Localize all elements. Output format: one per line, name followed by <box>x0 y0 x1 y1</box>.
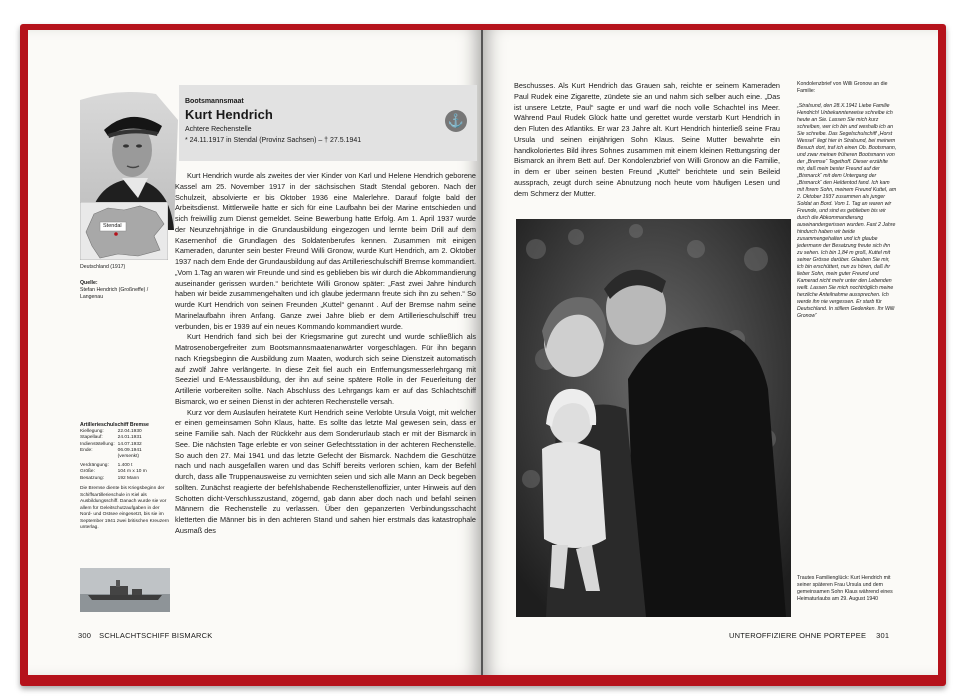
unit-label: Achtere Rechenstelle <box>185 126 252 133</box>
life-dates: * 24.11.1917 in Stendal (Provinz Sachsen) – † 27.5.1941 <box>185 137 362 144</box>
ship-photo <box>80 568 170 612</box>
rank-label: Bootsmannsmaat <box>185 98 244 105</box>
biography-text <box>175 171 476 537</box>
spec-value: 104 m x 10 m <box>117 469 147 475</box>
left-page <box>28 30 481 675</box>
spec-key: Ende: <box>80 447 93 453</box>
right-page <box>483 30 938 675</box>
biography-header <box>179 85 477 161</box>
spec-key: Verdrängung: <box>80 463 109 469</box>
spec-value: 24.01.1931 <box>117 435 142 441</box>
letter-intro: Kondolenzbrief von Willi Gronow an die Familie: <box>797 81 888 94</box>
family-photo <box>516 219 791 617</box>
spec-key: Stapellauf: <box>80 435 103 441</box>
person-name: Kurt Hendrich <box>185 107 273 122</box>
spec-row <box>80 454 150 463</box>
source-text: Stefan Hendrich (Großneffe) / Langenau <box>80 287 149 300</box>
source-block <box>80 280 170 301</box>
continued-text <box>514 81 780 199</box>
ship-specs <box>80 422 172 532</box>
spec-row <box>80 442 150 448</box>
specs-title: Artillerieschulschiff Bremse <box>80 422 149 428</box>
page-number: 301 <box>876 631 890 640</box>
anchor-icon: ⚓ <box>445 110 467 132</box>
germany-map <box>80 202 168 260</box>
paragraph: Beschusses. Als Kurt Hendrich das Grauen sah, reichte er seinem Kameraden Paul Rudek eine Zigarette, zündete sie an und nahm sich selber auch eine. „Das ist unsere Letzte, Paul“ sagte er und warf die noch volle Schachtel ins Meer. Während Paul Rudek Glück hatte und gerettet wurde verstarb Kurt Hendrich in den Fluten des Atlantiks. Er war 23 Jahre alt. Kurt Hendrich hinterließ seine Frau Ursula und seinen einjährigen Sohn Klaus. Seine Mutter bewahrte ein handkoloriertes Bild ihres Sohnes zusammen mit einem kleinen Rettungsring der Bismarck an ihrem Bett auf. Der Kondolenzbrief von Willi Gronow an die Familie, in dem er über seinen besten Freund „Kuttel“ berichtete und sein Beileid aussprach, zeugt durch seine Abnutzung noch heute vom häufigen Lesen und dem Schmerz der Mutter. <box>514 81 780 198</box>
specs-note: Die Bremse diente bis Kriegsbeginn der Schiffsartillerieschule in Kiel als Ausbildungsschiff. Danach wurde sie vor allem für Geleitschutzaufgaben in der Nord- und Ostsee eingesetzt, bis sie im September 1941 zwei britischen Kreuzern unterlag. <box>80 486 170 531</box>
spec-value: 1.400 t <box>117 463 133 469</box>
paragraph: Kurt Hendrich wurde als zweites der vier Kinder von Karl und Helene Hendrich geborene Kassel am 25. November 1917 in der sächsischen Stadt Stendal geboren. Nach der Schulzeit, absolvierte er bis Oktober 1936 eine Malerlehre. Darauf folgte bald der Arbeitsdienst. Mittlerweile hatte er sich für eine Laufbahn bei der Marine entschieden und sich freiwillig zum Dienst gemeldet. Seine Bewerbung hatte Erfolg. Am 1. April 1937 wurde der Neunzehnjährige in die Grundausbildung eingezogen und lernte beim Drill auf dem Kasernenhof die Grundlagen des Soldatenberufes kennen. Zusammen mit einigen Kameraden, darunter sein bester Freund Willi Gronow, wurde Kurt Hendrich, am 2. Oktober 1937 nach dem Ende der Grundausbildung auf das Artillerieschulschiff Bremse kommandiert. „Vom 1.Tag an waren wir Freunde und sind es geblieben bis wir durch die Abkommandierung auseinander gerissen wurden.“ berichtete Willi Gronow später: „Fast zwei Jahre hindurch haben wir beide zusammengehalten und ich glaube jedermann freute sich ihn zu sehen.“ So wurde Kurt Hendrich von seinen Freunden „Kuttel“ genannt . Auf der Bremse nahm seine Marinelaufbahn ihren Anfang. Ganze zwei Jahre blieb er dem Artillerieschulschiff treu verbunden, bis er 1939 auf ein neues Kommando kommandiert wurde. <box>175 171 476 331</box>
condolence-letter: „Stralsund, den 28.X.1941 Liebe Familie Hendrich! Unbekannterweise schreibe ich heute an Sie. Lassen Sie mich kurz schreiben, wer ich bin und weshalb ich an Sie schreibe. Das Segelschulschiff „Horst Wessel“ liegt hier in Stralsund, bei meinem Besuch dort, traf ich einen Ob. Bootsmann, und zwar meinen früheren Bootsmann von der „Bremse“ Tegethoff. Dieser erzählte mir, daß mein bester Freund auf der „Bismarck“ mit dem Untergang der „Bismarck“ den Heldentod fand. Ich kam mit Ihrem Sohn, meinem Freund Kuttel, am 2. Oktober 1937 zusammen als junger Soldat an Bord. Vom 1. Tag an waren wir Freunde, und sind es geblieben bis wir durch die Abkommandierung auseinandergerissen wurden. Fast 2 Jahre hindurch haben wir beide zusammengehalten und ich glaube jedermann der Besatzung freute sich ihn zu sehen. Ich bin 1,84 m groß, Kuttel mit seiner Grösse darüber. Glauben Sie mir, ich bin erschüttert, nun zu hören, daß ihr lieber Sohn, mein guter Freund und Kamerad nicht mehr unter den Lebenden weilt. Lassen Sie mich nochtröglich meine herzliche Anteilnahme aussprechen. Ich werde ihn nie vergessen. Er starb für Deutschland. In stillem Gedenken. Ihr Willi Gronow“ <box>797 103 897 319</box>
spec-key: Indienststellung: <box>80 441 115 447</box>
spec-row <box>80 476 150 482</box>
running-title: SCHLACHTSCHIFF BISMARCK <box>99 631 213 640</box>
photo-caption: Trautes Familienglück: Kurt Hendrich mit seiner späteren Frau Ursula und dem gemeinsamen Sohn Klaus während eines Heimaturlaubs am 29. August 1940 <box>797 575 893 602</box>
spec-value: 192 Mann <box>117 475 140 481</box>
paragraph: Kurt Hendrich fand sich bei der Kriegsmarine gut zurecht und wurde schließlich als Matrosenobergefreiter zum Bootsmannsmaatenanwärter vorgeschlagen. Für ihn begann nach Kriegsbeginn die Ausbildung zum Maaten, wodurch sich seine Dienstzeit automatisch auf zwölf Jahre verlängerte. In diese Zeit fiel auch ein Entfernungsmesserlehrgang mit Seeziel und E-Messausbildung, der ihn auf seine spätere Rolle in der Feuerleitung der Artillerie vorbereiten sollte. Nach Abschluss des Lehrgangs kam er auf das Schlachtschiff Bismarck, wo er seinen Dienst in der achteren Rechenstelle versah. <box>175 332 476 406</box>
spec-key <box>80 454 118 463</box>
spec-key: Größe: <box>80 469 95 475</box>
map-caption: Deutschland (1917) <box>80 264 126 270</box>
running-title: UNTEROFFIZIERE OHNE PORTEPEE <box>729 631 867 640</box>
spec-value: 06.09.1941 <box>117 447 142 453</box>
page-number: 300 <box>78 631 92 640</box>
spec-key: Kiellegung: <box>80 429 104 434</box>
specs-table <box>80 429 150 482</box>
paragraph: Kurz vor dem Auslaufen heiratete Kurt Hendrich seine Verlobte Ursula Voigt, mit welcher er einen gemeinsamen Sohn Klaus, hatte. Es sollte das letzte Mal gewesen sein, dass er seine Familie sah. Nach der Rückkehr aus dem Sonderurlaub stach er mit der Bismarck in See. Die nächsten Tage erlebte er von seiner Gefechtsstation in der achteren Rechenstelle. So auch den 27. Mai 1941 und das letzte Gefecht der Bismarck. Nachdem die Geschütze nach und nach ausgefallen waren und das Schiff bereits verloren schien, kam der Befehl durch, dass alle Truppenausweise zu vernichten seien und sich alle Mann an Deck begeben sollten. Zunächst reagierte der befehlshabende Rechenstellenoffizier, unter Hinweis auf den Schotten dicht-Verschlusszustand, zögernd, gab dann aber doch nach und befahl seinen Männern die Rechenstelle zu verlassen. Über den gepanzerten Verbindungsschacht kletterten die Männer bis in den achteren Stand und sahen hier erstmals das katastrophale Ausmaß des <box>175 407 476 535</box>
right-footer <box>729 631 889 640</box>
left-footer <box>78 631 213 640</box>
spec-key: Besatzung: <box>80 475 105 481</box>
spec-value: (versenkt) <box>117 454 139 460</box>
map-city-label: Stendal <box>103 223 122 229</box>
spec-value: 14.07.1932 <box>117 441 142 447</box>
spec-value: 22.04.1930 <box>117 429 142 434</box>
source-label: Quelle: <box>80 280 98 286</box>
